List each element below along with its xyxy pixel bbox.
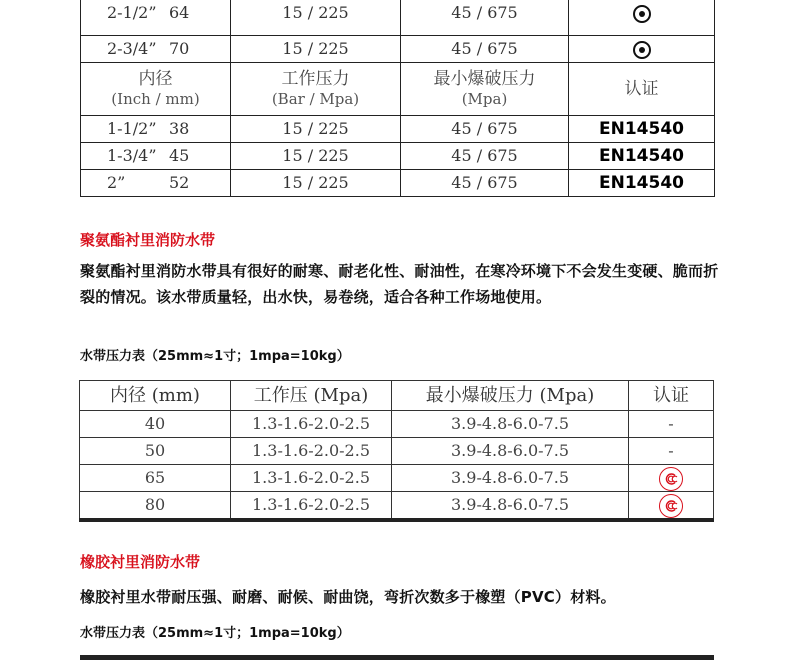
table-row xyxy=(81,0,715,36)
burst-pressure-cell: 45 / 675 xyxy=(401,170,569,197)
ccc-certification-icon xyxy=(659,494,683,518)
working-pressure-cell: 15 / 225 xyxy=(231,0,401,36)
table-row xyxy=(80,492,714,521)
header-working-pressure: 工作压力 (Bar / Mpa) xyxy=(231,63,401,116)
concentric-circle-icon xyxy=(633,5,651,23)
section-description-pu-hose: 聚氨酯衬里消防水带具有很好的耐寒、耐老化性、耐油性，在寒冷环境下不会发生变硬、脆而折裂的情况。该水带质量轻，出水快，易卷绕，适合各种工作场地使用。 xyxy=(80,262,719,306)
table-row xyxy=(80,411,714,438)
certification-cell xyxy=(629,492,714,521)
table-top-border xyxy=(80,655,714,660)
table-row xyxy=(81,36,715,63)
working-pressure-cell: 15 / 225 xyxy=(231,116,401,143)
diameter-cell: 2” 52 xyxy=(81,170,231,197)
certification-cell: - xyxy=(629,438,714,465)
table-row xyxy=(80,438,714,465)
diameter-cell: 50 xyxy=(80,438,231,465)
table-header-row xyxy=(80,381,714,411)
header-working-pressure: 工作压 (Mpa) xyxy=(231,381,392,411)
header-burst-pressure: 最小爆破压力 (Mpa) xyxy=(392,381,629,411)
header-burst-pressure: 最小爆破压力 (Mpa) xyxy=(401,63,569,116)
working-pressure-cell: 1.3-1.6-2.0-2.5 xyxy=(231,465,392,492)
section-title-rubber-hose: 橡胶衬里消防水带 xyxy=(80,553,201,571)
certification-cell xyxy=(629,465,714,492)
certification-cell xyxy=(569,0,715,36)
certification-cell: EN14540 xyxy=(569,116,715,143)
diameter-cell: 1-3/4” 45 xyxy=(81,143,231,170)
working-pressure-cell: 15 / 225 xyxy=(231,36,401,63)
working-pressure-cell: 15 / 225 xyxy=(231,143,401,170)
working-pressure-cell: 1.3-1.6-2.0-2.5 xyxy=(231,438,392,465)
table-row xyxy=(80,465,714,492)
working-pressure-cell: 15 / 225 xyxy=(231,170,401,197)
certification-cell xyxy=(569,36,715,63)
ccc-certification-icon xyxy=(659,467,683,491)
pressure-table-imperial xyxy=(80,0,715,197)
pressure-table-note: 水带压力表（25mm≈1寸；1mpa=10kg） xyxy=(80,349,350,364)
section-description-rubber-hose: 橡胶衬里水带耐压强、耐磨、耐候、耐曲饶，弯折次数多于橡塑（PVC）材料。 xyxy=(80,588,616,606)
diameter-cell: 2-3/4” 70 xyxy=(81,36,231,63)
burst-pressure-cell: 3.9-4.8-6.0-7.5 xyxy=(392,411,629,438)
diameter-cell: 2-1/2” 64 xyxy=(81,0,231,36)
burst-pressure-cell: 45 / 675 xyxy=(401,36,569,63)
header-inner-diameter: 内径 (Inch / mm) xyxy=(81,63,231,116)
certification-cell: - xyxy=(629,411,714,438)
header-certification: 认证 xyxy=(629,381,714,411)
diameter-cell: 1-1/2” 38 xyxy=(81,116,231,143)
burst-pressure-cell: 3.9-4.8-6.0-7.5 xyxy=(392,438,629,465)
diameter-cell: 80 xyxy=(80,492,231,521)
table-header-row xyxy=(81,63,715,116)
burst-pressure-cell: 3.9-4.8-6.0-7.5 xyxy=(392,492,629,521)
section-title-pu-hose: 聚氨酯衬里消防水带 xyxy=(80,231,216,249)
diameter-cell: 65 xyxy=(80,465,231,492)
diameter-cell: 40 xyxy=(80,411,231,438)
table-row xyxy=(81,143,715,170)
working-pressure-cell: 1.3-1.6-2.0-2.5 xyxy=(231,411,392,438)
burst-pressure-cell: 45 / 675 xyxy=(401,143,569,170)
burst-pressure-cell: 3.9-4.8-6.0-7.5 xyxy=(392,465,629,492)
working-pressure-cell: 1.3-1.6-2.0-2.5 xyxy=(231,492,392,521)
certification-cell: EN14540 xyxy=(569,170,715,197)
concentric-circle-icon xyxy=(633,41,651,59)
burst-pressure-cell: 45 / 675 xyxy=(401,0,569,36)
header-inner-diameter: 内径 (mm) xyxy=(80,381,231,411)
table-row xyxy=(81,116,715,143)
certification-cell: EN14540 xyxy=(569,143,715,170)
header-certification: 认证 xyxy=(569,63,715,116)
table-row xyxy=(81,170,715,197)
pressure-table-note: 水带压力表（25mm≈1寸；1mpa=10kg） xyxy=(80,626,350,641)
pressure-table-metric xyxy=(79,380,714,522)
burst-pressure-cell: 45 / 675 xyxy=(401,116,569,143)
